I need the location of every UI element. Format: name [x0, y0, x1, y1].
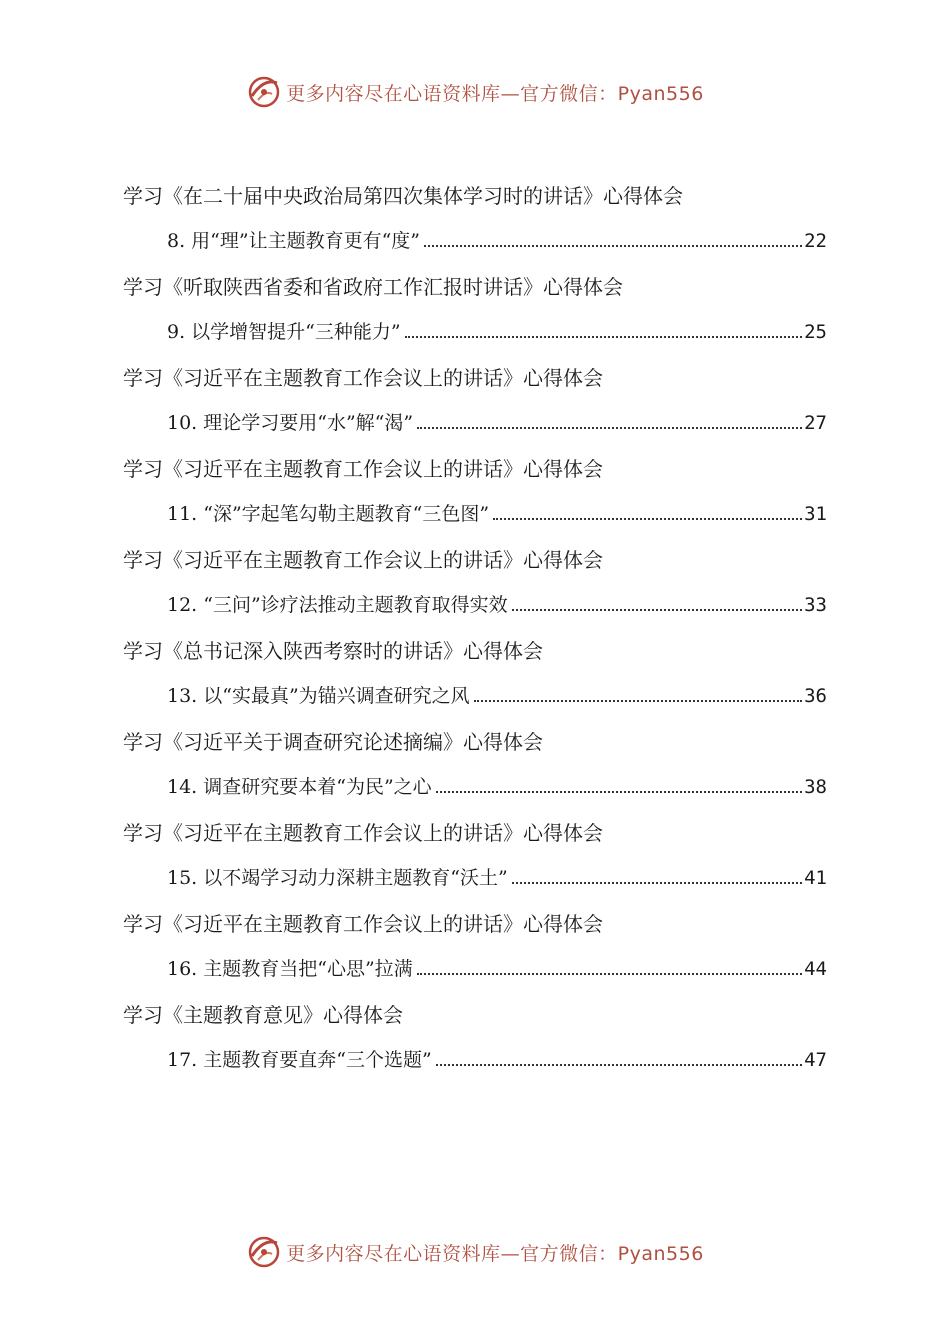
toc-entry-title: 17. 主题教育要直奔“三个选题” — [167, 1049, 432, 1071]
dot-leader — [405, 335, 803, 338]
logo-icon — [246, 74, 282, 110]
toc-entry-title: 15. 以不竭学习动力深耕主题教育“沃土” — [167, 867, 508, 889]
toc-heading-text: 学习《习近平在主题教育工作会议上的讲话》心得体会 — [123, 912, 603, 936]
footer-banner — [0, 1232, 950, 1272]
toc-page-number: 41 — [804, 867, 827, 889]
banner-text — [286, 1239, 704, 1266]
dot-leader — [417, 972, 802, 975]
toc-heading-text: 学习《听取陕西省委和省政府工作汇报时讲话》心得体会 — [123, 275, 623, 299]
toc-entry-title: 8. 用“理”让主题教育更有“度” — [167, 230, 421, 252]
toc-entry[interactable] — [0, 310, 950, 354]
dot-leader — [417, 426, 802, 429]
toc-page-number: 25 — [804, 321, 827, 343]
toc-entry[interactable] — [0, 674, 950, 718]
toc-heading — [0, 538, 950, 582]
toc-page-number: 33 — [804, 594, 827, 616]
toc-page-number: 22 — [804, 230, 827, 252]
logo-icon — [246, 1234, 282, 1270]
toc-heading-text: 学习《主题教育意见》心得体会 — [123, 1003, 403, 1027]
toc-entry[interactable] — [0, 856, 950, 900]
toc-heading-text: 学习《习近平在主题教育工作会议上的讲话》心得体会 — [123, 457, 603, 481]
toc-heading — [0, 174, 950, 218]
toc-entry-title: 16. 主题教育当把“心思”拉满 — [167, 958, 413, 980]
toc-heading — [0, 265, 950, 309]
toc-heading — [0, 629, 950, 673]
wechat-id: Pyan556 — [617, 1242, 704, 1265]
toc-heading — [0, 720, 950, 764]
toc-entry-title: 12. “三问”诊疗法推动主题教育取得实效 — [167, 594, 508, 616]
toc-heading — [0, 811, 950, 855]
toc-entry-title: 13. 以“实最真”为锚兴调查研究之风 — [167, 685, 470, 707]
wechat-id: Pyan556 — [617, 82, 704, 105]
toc-heading-text: 学习《习近平关于调查研究论述摘编》心得体会 — [123, 730, 543, 754]
toc-entry-title: 9. 以学增智提升“三种能力” — [167, 321, 401, 343]
banner-text — [286, 79, 704, 106]
toc-page-number: 36 — [804, 685, 827, 707]
dot-leader — [474, 699, 802, 702]
toc-entry[interactable] — [0, 219, 950, 263]
dot-leader — [512, 608, 802, 611]
dot-leader — [436, 790, 802, 793]
toc-entry[interactable] — [0, 401, 950, 445]
toc-entry[interactable] — [0, 765, 950, 809]
dot-leader — [493, 517, 802, 520]
dot-leader — [424, 244, 802, 247]
toc-heading-text: 学习《习近平在主题教育工作会议上的讲话》心得体会 — [123, 821, 603, 845]
toc-heading-text: 学习《总书记深入陕西考察时的讲话》心得体会 — [123, 639, 543, 663]
toc-entry[interactable] — [0, 583, 950, 627]
toc-heading — [0, 447, 950, 491]
toc-page-number: 44 — [804, 958, 827, 980]
dot-leader — [436, 1063, 802, 1066]
toc-entry[interactable] — [0, 1038, 950, 1082]
toc-heading — [0, 902, 950, 946]
toc-heading-text: 学习《在二十届中央政治局第四次集体学习时的讲话》心得体会 — [123, 184, 683, 208]
toc-entry-title: 10. 理论学习要用“水”解“渴” — [167, 412, 414, 434]
toc-heading-text: 学习《习近平在主题教育工作会议上的讲话》心得体会 — [123, 548, 603, 572]
toc-entry-title: 14. 调查研究要本着“为民”之心 — [167, 776, 432, 798]
banner-label: 更多内容尽在心语资料库—官方微信： — [286, 1242, 618, 1265]
toc-entry[interactable] — [0, 492, 950, 536]
toc-heading — [0, 356, 950, 400]
toc-entry-title: 11. “深”字起笔勾勒主题教育“三色图” — [167, 503, 490, 525]
banner-label: 更多内容尽在心语资料库—官方微信： — [286, 82, 618, 105]
dot-leader — [512, 881, 802, 884]
toc-entry[interactable] — [0, 947, 950, 991]
toc-heading — [0, 993, 950, 1037]
header-banner — [0, 72, 950, 112]
toc-page-number: 38 — [804, 776, 827, 798]
toc-page-number: 27 — [804, 412, 827, 434]
toc-page-number: 31 — [804, 503, 827, 525]
toc-heading-text: 学习《习近平在主题教育工作会议上的讲话》心得体会 — [123, 366, 603, 390]
toc-page-number: 47 — [804, 1049, 827, 1071]
